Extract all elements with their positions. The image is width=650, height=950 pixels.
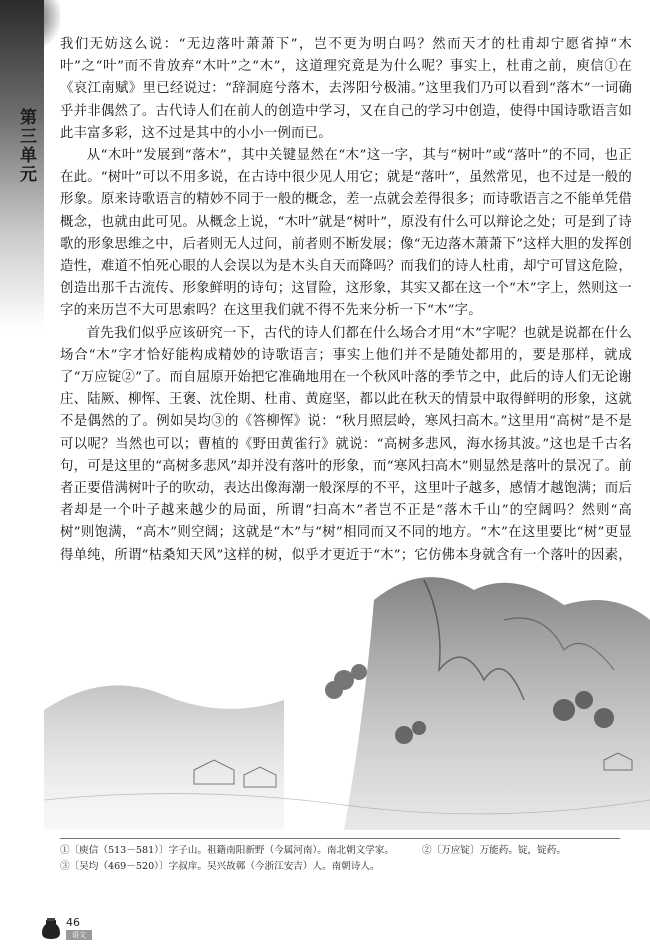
unit-side-label: 第三单元: [16, 108, 36, 184]
footnote-2: ②〔万应锭〕万能药。锭，锭药。: [422, 845, 566, 856]
unit-side-band: [0, 0, 44, 330]
ink-pot-icon: [40, 916, 62, 940]
page-number: 46: [66, 916, 80, 929]
paragraph: 首先我们似乎应该研究一下，古代的诗人们都在什么场合才用“木”字呢？也就是说都在什么场合“木”字才恰好能构成精妙的诗歌语言；事实上他们并不是随处都用的，要是那样，就成了“万应锭②”了。而自屈原开始把它准确地用在一个秋风叶落的季节之中，此后的诗人们无论谢庄、陆厥、柳恽、王褒、沈佺期、杜甫、黄庭坚，都以此在秋天的情景中取得鲜明的形象，这就不是偶然的了。例如吴均③的《答柳恽》说：“秋月照层岭，寒风扫高木。”这里用“高树”是不是可以呢？当然也可以；曹植的《野田黄雀行》就说：“高树多悲风，海水扬其波。”这也是千古名句，可是这里的“高树多悲风”却并没有落叶的形象，而“寒风扫高木”则显然是落叶的景况了。前者正要借满树叶子的吹动，表达出像海潮一般深厚的不平，这里叶子越多，感情才越饱满；而后者却是一个叶子越来越少的局面，所谓“扫高木”者岂不正是“落木千山”的空阔吗？然则“高树”则饱满，“高木”则空阔；这就是“木”与“树”相同而又不同的地方。“木”在这里要比“树”更显得单纯，所谓“枯桑知天风”这样的树，似乎才更近于“木”；它仿佛本身就含有一个落叶的因素，: [60, 325, 632, 563]
article-body: [60, 34, 632, 567]
footnotes: [60, 838, 620, 875]
paragraph-continued: 我们无妨这么说：“无边落叶萧萧下”，岂不更为明白吗？然而天才的杜甫却宁愿省掉“木叶”之“叶”而不肯放弃“木叶”之“木”，这道理究竟是为什么呢？事实上，杜甫之前，庾信①在《哀江南赋》里已经说过：“辞洞庭兮落木，去涔阳兮极浦。”这里我们乃可以看到“落木”一词确乎并非偶然了。古代诗人们在前人的创造中学习，又在自己的学习中创造，使得中国诗歌语言如此丰富多彩，这不过是其中的小小一例而已。: [60, 37, 632, 141]
footnote-3: ③〔吴均（469－520）〕字叔庠。吴兴故鄣（今浙江安吉）人。南朝诗人。: [60, 861, 380, 872]
footnote-1: ①〔庾信（513－581）〕字子山。祖籍南阳新野（今属河南）。南北朝文学家。: [60, 845, 395, 856]
ink-landscape-illustration: [44, 560, 650, 830]
subject-label: 语文: [66, 930, 92, 940]
paragraph: 从“木叶”发展到“落木”，其中关键显然在“木”这一字，其与“树叶”或“落叶”的不同，也正在此。“树叶”可以不用多说，在古诗中很少见人用它；就是“落叶”，虽然常见，也不过是一般的形象。原来诗歌语言的精妙不同于一般的概念，差一点就会差得很多；而诗歌语言之不能单凭借概念，也就由此可见。从概念上说，“木叶”就是“树叶”，原没有什么可以辩论之处；可是到了诗歌的形象思维之中，后者则无人过问，前者则不断发展；像“无边落木萧萧下”这样大胆的发挥创造性，难道不怕死心眼的人会误以为是木头自天而降吗？而我们的诗人杜甫，却宁可冒这危险，创造出那千古流传、形象鲜明的诗句；这冒险，这形象，其实又都在这一个“木”字上，然则这一字的来历岂不大可思索吗？在这里我们就不得不先来分析一下“木”字。: [60, 148, 632, 319]
